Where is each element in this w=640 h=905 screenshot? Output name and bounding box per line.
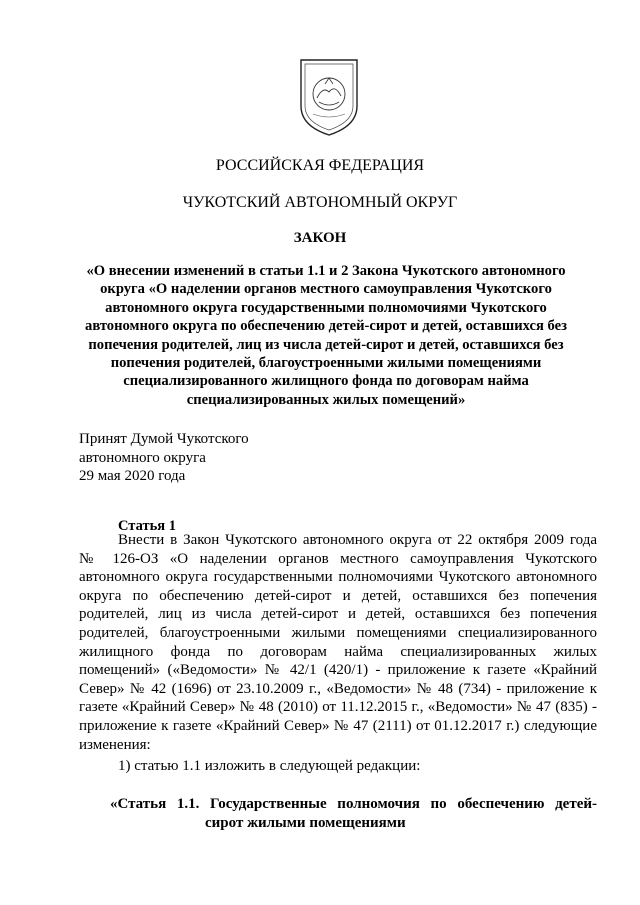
article-1-line: жилищного фонда по договорам найма специализированных жилых: [79, 643, 597, 660]
article-1-line: № 126-ОЗ «О наделении органов местного самоуправления Чукотского: [79, 550, 597, 567]
article-1-line: газете «Крайний Север» № 48 (2010) от 11.12.2015 г., «Ведомости» № 47 (835) -: [79, 699, 597, 716]
article-1-line: родителей, лиц из числа детей-сирот и детей, оставшихся без попечения: [79, 606, 597, 623]
article-1-1-heading: [110, 795, 597, 832]
law-title-line: специализированного жилищного фонда по договорам найма: [123, 373, 529, 390]
law-title-line: округа «О наделении органов местного самоуправления Чукотского: [100, 281, 552, 298]
article-1-line: родителей, благоустроенными жилыми помещениями специализированного: [79, 624, 597, 641]
coat-of-arms-icon: [297, 56, 361, 138]
article-1-line: Север» № 42 (1696) от 23.10.2009 г., «Ведомости» № 48 (734) - приложение к: [79, 680, 597, 697]
document-type: ЗАКОН: [293, 230, 347, 246]
region-name: ЧУКОТСКИЙ АВТОНОМНЫЙ ОКРУГ: [182, 194, 458, 211]
adoption-line: Принят Думой Чукотского: [79, 431, 249, 447]
article-1-line: изменения:: [79, 736, 151, 753]
article-1-line: округа по обеспечению детей-сирот и детей, оставшихся без попечения: [79, 587, 597, 604]
article-1-1-heading-line: сирот жилыми помещениями: [205, 814, 406, 831]
article-1-body: [79, 531, 597, 754]
law-title: [76, 262, 576, 409]
article-1-1-heading-line: «Статья 1.1. Государственные полномочия по обеспечению детей-: [110, 796, 597, 812]
article-1-line: помещений» («Ведомости» № 42/1 (420/1) - приложение к газете «Крайний: [79, 662, 597, 679]
article-1-heading: Статья 1: [118, 518, 176, 534]
law-title-line: «О внесении изменений в статьи 1.1 и 2 Закона Чукотского автономного: [86, 263, 566, 279]
law-title-line: попечения родителей, лиц из числа детей-сирот и детей, оставшихся без: [88, 336, 564, 353]
law-title-line: автономного округа государственными полномочиями Чукотского: [105, 299, 547, 316]
adoption-date: 29 мая 2020 года: [79, 468, 186, 485]
adoption-block: [79, 430, 249, 486]
law-title-line: автономного округа по обеспечению детей-сирот и детей, оставшихся без: [85, 318, 567, 335]
law-title-line: попечения родителей, благоустроенными жилыми помещениями: [110, 355, 542, 372]
adoption-line: автономного округа: [79, 449, 206, 466]
article-1-line: Внести в Закон Чукотского автономного округа от 22 октября 2009 года: [118, 532, 597, 548]
article-1-line: приложение к газете «Крайний Север» № 47 (2111) от 01.12.2017 г.) следующие: [79, 717, 597, 734]
article-1-line: автономного округа государственными полномочиями Чукотского автономного: [79, 569, 597, 586]
law-title-line: специализированных жилых помещений»: [186, 391, 466, 408]
country-name: РОССИЙСКАЯ ФЕДЕРАЦИЯ: [215, 157, 425, 174]
article-1-item-1: 1) статью 1.1 изложить в следующей редакции:: [118, 758, 421, 774]
